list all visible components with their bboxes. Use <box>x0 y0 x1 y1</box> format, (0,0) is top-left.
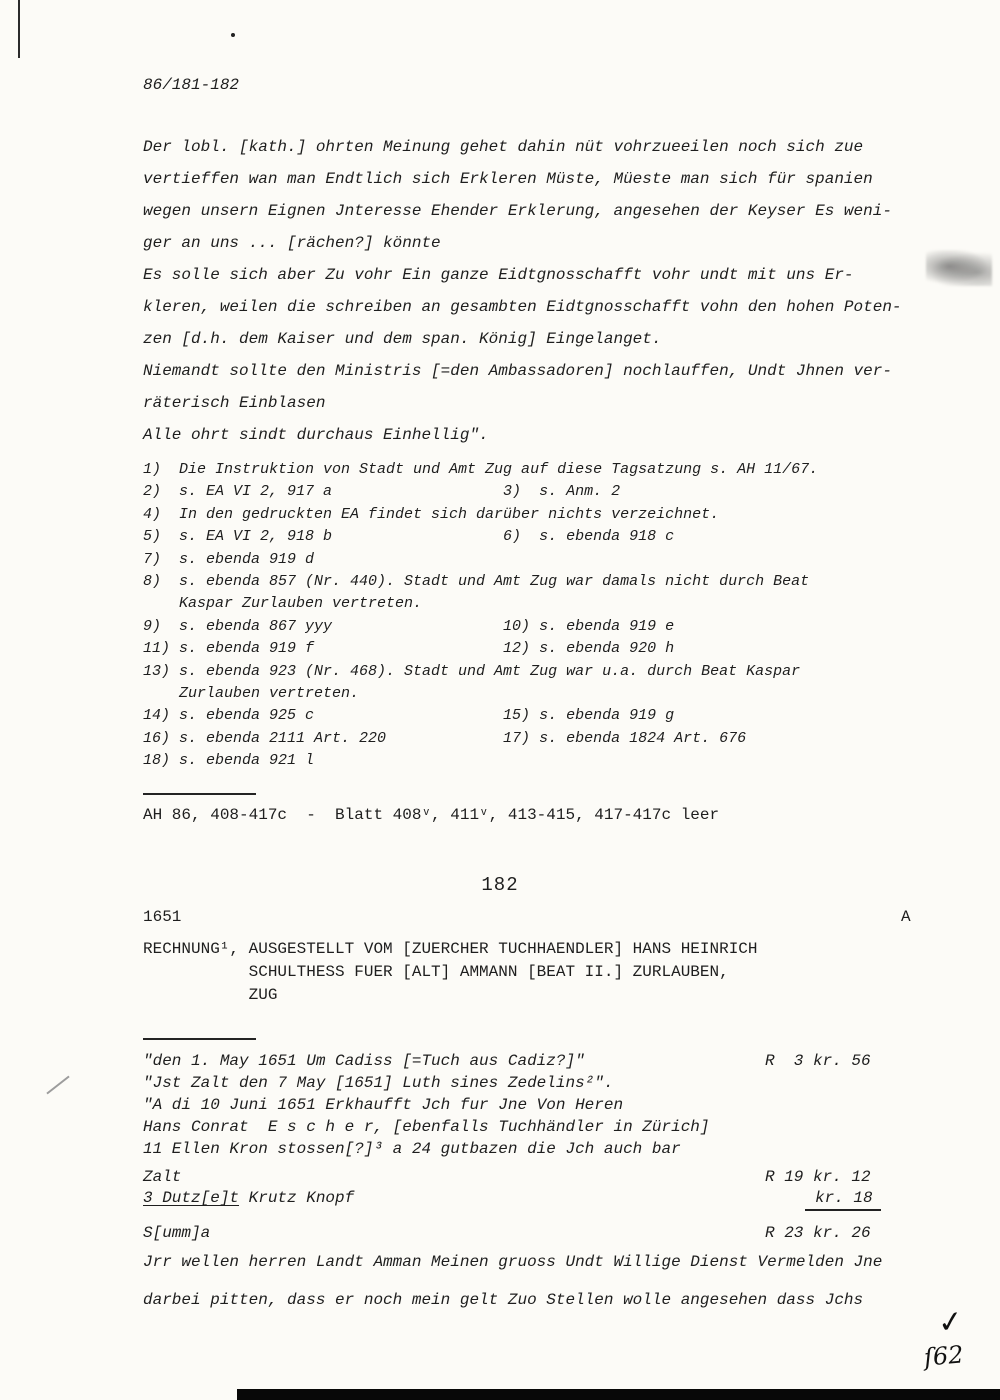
footnote-line: 8) s. ebenda 857 (Nr. 440). Stadt und Amt Zug war damals nicht durch Beat <box>143 573 810 591</box>
account-row <box>143 1140 903 1158</box>
footnotes-block <box>143 459 818 773</box>
underlined-text: 3 Dutz[e]t <box>143 1189 240 1207</box>
archive-reference: AH 86, 408-417c - Blatt 408ᵛ, 411ᵛ, 413-415, 417-417c leer <box>143 806 720 824</box>
account-row-text: "den 1. May 1651 Um Cadiss [=Tuch aus Cadiz?]" <box>143 1052 585 1070</box>
closing-text-line: darbei pitten, dass er noch mein gelt Zuo Stellen wolle angesehen dass Jchs <box>143 1291 864 1309</box>
account-row <box>143 1118 903 1136</box>
main-text-line: zen [d.h. dem Kaiser und dem span. König] Eingelanget. <box>143 330 662 348</box>
main-text-line: kleren, weilen die schreiben an gesambten Eidtgnosschafft vohn den hohen Poten- <box>143 298 902 316</box>
account-amount: R 23 kr. 26 <box>765 1224 871 1242</box>
entry-letter: A <box>901 908 911 926</box>
main-text-line: Alle ohrt sindt durchaus Einhellig". <box>143 426 489 444</box>
closing-text-line: Jrr wellen herren Landt Amman Meinen gruoss Undt Willige Dienst Vermelden Jne <box>143 1253 883 1271</box>
handwritten-check-mark: ✓ <box>935 1303 966 1342</box>
main-text-line: Es solle sich aber Zu vohr Ein ganze Eidtgnosschafft vohr undt mit uns Er- <box>143 266 854 284</box>
ink-smudge <box>926 250 992 286</box>
account-row-text-rest: Krutz Knopf <box>239 1189 355 1207</box>
entry-year: 1651 <box>143 908 182 926</box>
account-row-text: S[umm]a <box>143 1224 211 1242</box>
footnote-line: 4) In den gedruckten EA findet sich darüber nichts verzeichnet. <box>143 505 720 523</box>
page-reference: 86/181-182 <box>143 76 240 94</box>
account-row <box>143 1052 903 1070</box>
account-row <box>143 1168 903 1186</box>
account-separator-rule <box>143 1038 256 1040</box>
footnote-line: 16) s. ebenda 2111 Art. 220 17) s. ebenda 1824 Art. 676 <box>143 729 747 747</box>
account-row-text: 11 Ellen Kron stossen[?]³ a 24 gutbazen die Jch auch bar <box>143 1140 681 1158</box>
account-amount: R 3 kr. 56 <box>765 1052 871 1070</box>
account-amount: R 19 kr. 12 <box>765 1168 871 1186</box>
entry-title-line: SCHULTHESS FUER [ALT] AMMANN [BEAT II.] ZURLAUBEN, <box>143 963 729 981</box>
footnote-line: Kaspar Zurlauben vertreten. <box>143 595 423 613</box>
handwritten-corner-mark: ſ62 <box>922 1340 965 1372</box>
account-row <box>143 1096 903 1114</box>
account-row-text <box>143 1189 354 1207</box>
account-amount-sum: kr. 18 <box>805 1189 881 1211</box>
account-row <box>143 1224 903 1242</box>
account-row <box>143 1074 903 1092</box>
account-row-text: Zalt <box>143 1168 182 1186</box>
entry-page-number: 182 <box>481 874 519 896</box>
footnote-line: 11) s. ebenda 919 f 12) s. ebenda 920 h <box>143 640 675 658</box>
main-text-line: wegen unsern Eignen Jnteresse Ehender Erklerung, angesehen der Keyser Es weni- <box>143 202 892 220</box>
main-text-line: Niemandt sollte den Ministris [=den Ambassadoren] nochlauffen, Undt Jhnen ver- <box>143 362 892 380</box>
entry-title <box>143 938 758 1007</box>
ink-dot <box>231 33 235 37</box>
main-text <box>143 131 902 451</box>
footnote-line: 9) s. ebenda 867 yyy 10) s. ebenda 919 e <box>143 617 675 635</box>
footnote-line: Zurlauben vertreten. <box>143 685 360 703</box>
footnote-line: 7) s. ebenda 919 d <box>143 550 315 568</box>
footnote-line: 18) s. ebenda 921 l <box>143 752 315 770</box>
main-text-line: ger an uns ... [rächen?] könnte <box>143 234 441 252</box>
entry-title-line: ZUG <box>143 986 278 1004</box>
main-text-line: Der lobl. [kath.] ohrten Meinung gehet dahin nüt vohrzueeilen noch sich zue <box>143 138 864 156</box>
footnote-line: 14) s. ebenda 925 c 15) s. ebenda 919 g <box>143 707 675 725</box>
scan-edge-line <box>18 0 20 58</box>
account-row-text: "A di 10 Juni 1651 Erkhaufft Jch fur Jne Von Heren <box>143 1096 624 1114</box>
footnote-line: 5) s. EA VI 2, 918 b 6) s. ebenda 918 c <box>143 528 675 546</box>
main-text-line: räterisch Einblasen <box>143 394 326 412</box>
footnote-line: 1) Die Instruktion von Stadt und Amt Zug auf diese Tagsatzung s. AH 11/67. <box>143 461 819 478</box>
main-text-line: vertieffen wan man Endtlich sich Erkleren Müste, Müeste man sich für spanien <box>143 170 873 188</box>
footnote-separator-rule <box>143 793 256 795</box>
account-row-text: "Jst Zalt den 7 May [1651] Luth sines Zedelins²". <box>143 1074 614 1092</box>
account-row-text: Hans Conrat E s c h e r, [ebenfalls Tuchhändler in Zürich] <box>143 1118 710 1136</box>
account-row <box>143 1189 903 1207</box>
pencil-mark <box>46 1076 69 1095</box>
footnote-line: 2) s. EA VI 2, 917 a 3) s. Anm. 2 <box>143 483 621 501</box>
scan-artifact-bar <box>237 1389 1000 1400</box>
entry-title-line: RECHNUNG¹, AUSGESTELLT VOM [ZUERCHER TUCHHAENDLER] HANS HEINRICH <box>143 940 758 958</box>
footnote-line: 13) s. ebenda 923 (Nr. 468). Stadt und Amt Zug war u.a. durch Beat Kaspar <box>143 662 801 680</box>
